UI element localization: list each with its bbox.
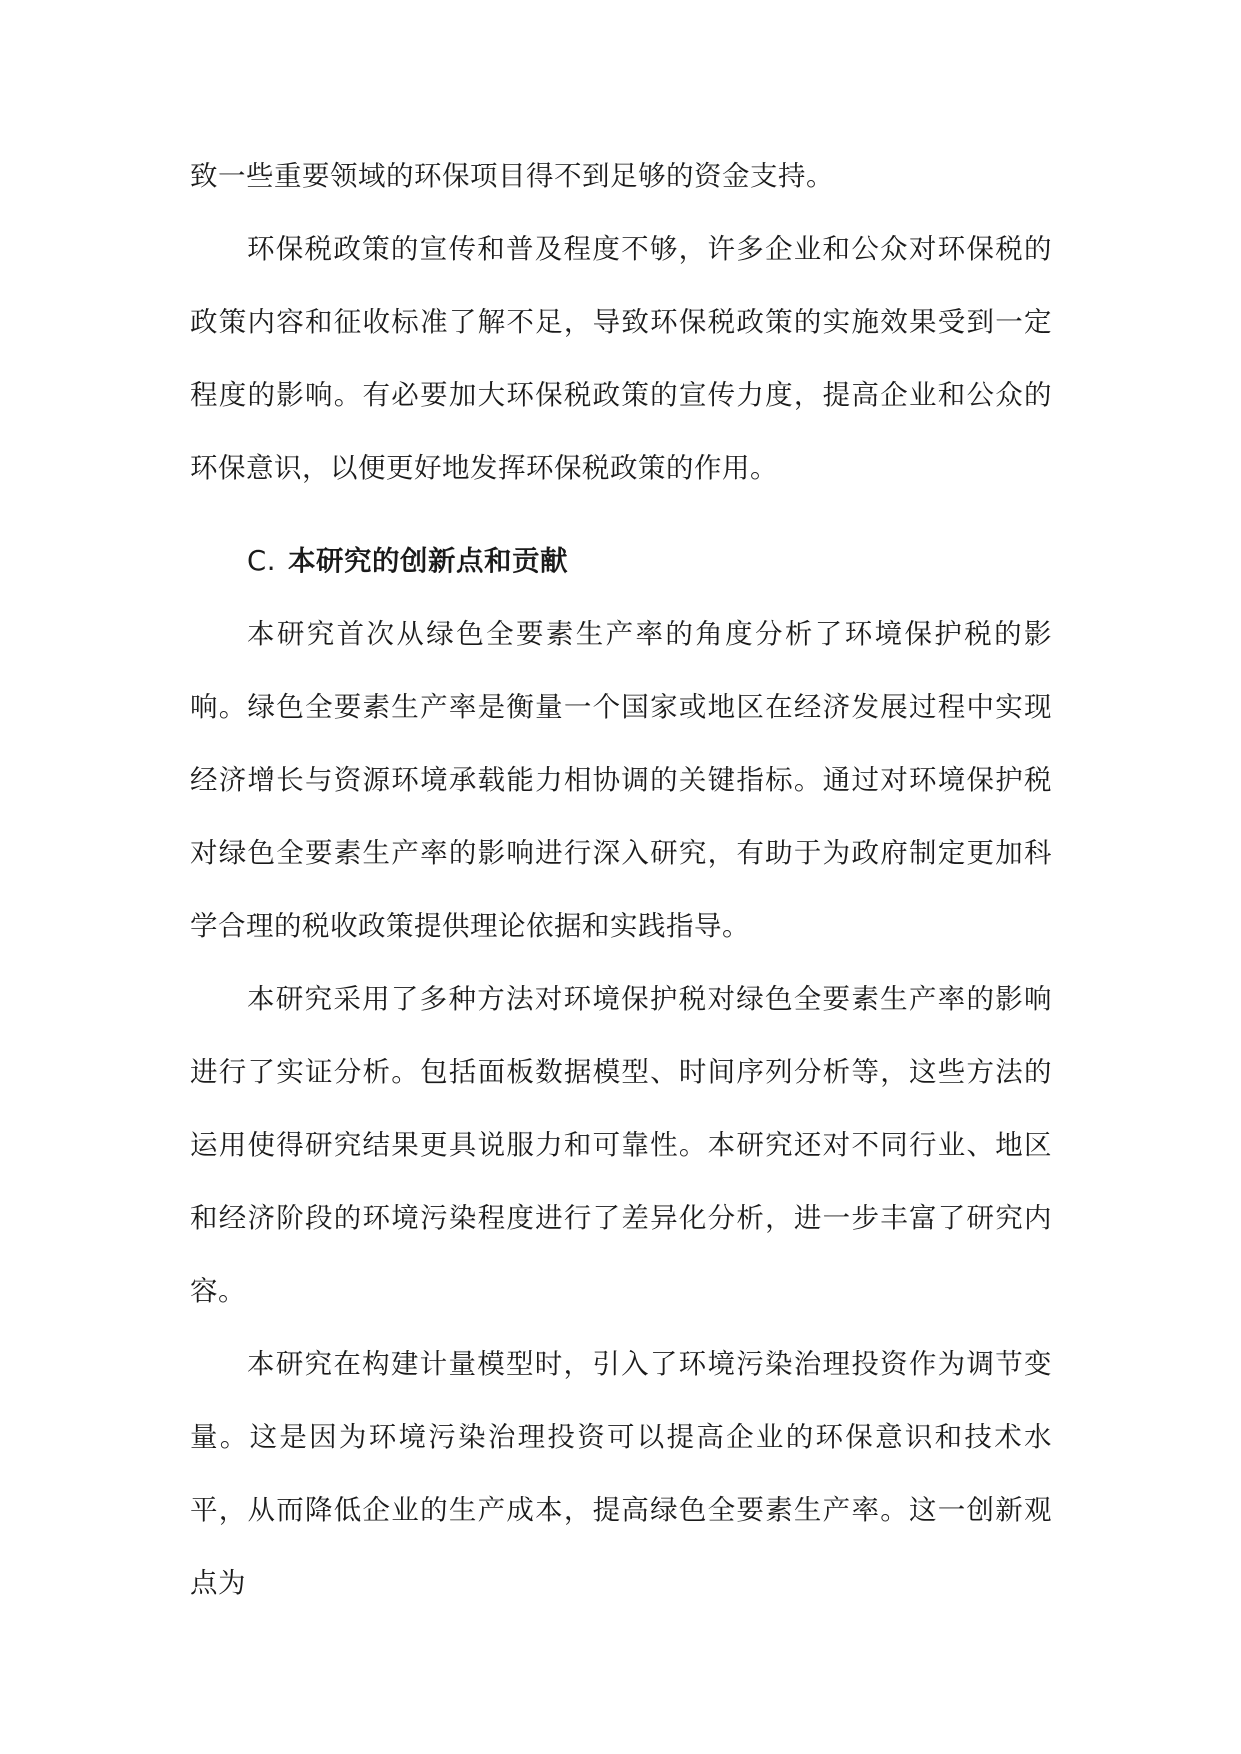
paragraph-innovation-3: 本研究在构建计量模型时，引入了环境污染治理投资作为调节变量。这是因为环境污染治理投资可以提高企业的环保意识和技术水平，从而降低企业的生产成本，提高绿色全要素生产率。这一创新观点为 xyxy=(190,1348,1052,1599)
section-number: C. xyxy=(247,545,276,577)
paragraph-innovation-1: 本研究首次从绿色全要素生产率的角度分析了环境保护税的影响。绿色全要素生产率是衡量一个国家或地区在经济发展过程中实现经济增长与资源环境承载能力相协调的关键指标。通过对环境保护税对绿色全要素生产率的影响进行深入研究，有助于为政府制定更加科学合理的税收政策提供理论依据和实践指导。 xyxy=(190,618,1052,942)
section-spacer xyxy=(190,505,1052,525)
paragraph-publicity: 环保税政策的宣传和普及程度不够，许多企业和公众对环保税的政策内容和征收标准了解不足，导致环保税政策的实施效果受到一定程度的影响。有必要加大环保税政策的宣传力度，提高企业和公众的环保意识，以便更好地发挥环保税政策的作用。 xyxy=(190,233,1052,484)
section-title: 本研究的创新点和贡献 xyxy=(287,545,568,577)
page-body xyxy=(190,140,1052,1620)
section-heading xyxy=(190,525,1052,598)
paragraph-continuation: 致一些重要领域的环保项目得不到足够的资金支持。 xyxy=(190,160,834,192)
paragraph-innovation-2: 本研究采用了多种方法对环境保护税对绿色全要素生产率的影响进行了实证分析。包括面板数据模型、时间序列分析等，这些方法的运用使得研究结果更具说服力和可靠性。本研究还对不同行业、地区和经济阶段的环境污染程度进行了差异化分析，进一步丰富了研究内容。 xyxy=(190,983,1052,1307)
